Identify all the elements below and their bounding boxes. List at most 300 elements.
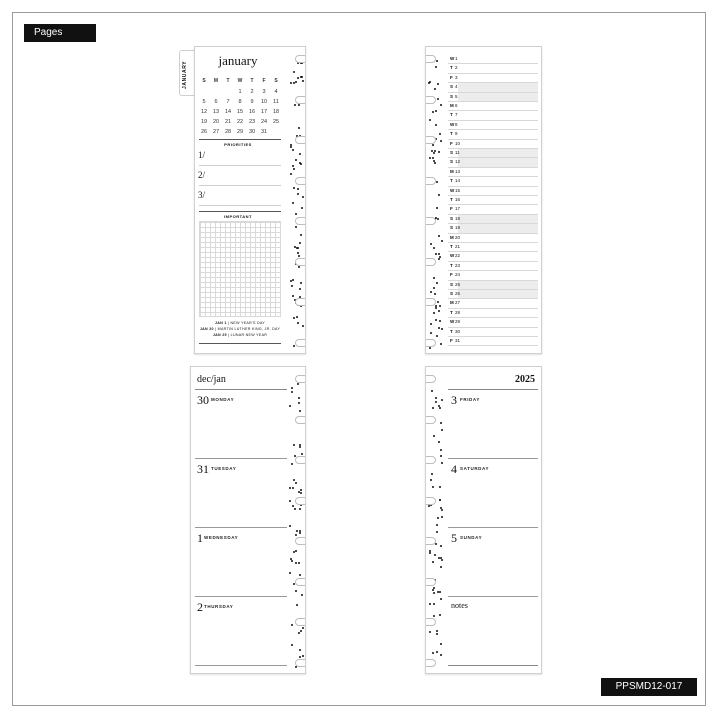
decor-dot — [291, 391, 293, 393]
decor-dot — [301, 207, 303, 209]
day-letter: M — [450, 300, 454, 306]
binder-ring — [295, 416, 305, 424]
day-letter: T — [450, 197, 453, 202]
decor-dot — [432, 157, 434, 159]
decor-dot — [299, 532, 301, 534]
weekday-header: W — [237, 78, 243, 84]
binder-ring — [426, 258, 436, 266]
day-row[interactable] — [448, 290, 538, 299]
day-row[interactable] — [448, 140, 538, 149]
day-number: 12 — [455, 159, 461, 165]
day-number: 21 — [455, 244, 461, 249]
decor-dot — [300, 492, 302, 494]
day-row[interactable] — [448, 299, 538, 308]
decor-dot — [441, 240, 443, 242]
day-letter: S — [450, 93, 454, 99]
day-letter: T — [450, 309, 453, 315]
binder-ring — [295, 375, 305, 383]
dot-pattern-strip — [426, 367, 444, 673]
decor-dot — [428, 505, 430, 507]
decor-dot — [439, 305, 441, 307]
day-row[interactable] — [448, 149, 538, 158]
decor-dot — [437, 83, 439, 85]
decor-dot — [289, 405, 291, 407]
decor-dot — [298, 104, 300, 106]
day-number: 26 — [455, 291, 461, 296]
decor-dot — [438, 253, 440, 255]
decor-dot — [439, 591, 441, 593]
decor-dot — [300, 489, 302, 491]
decor-dot — [291, 560, 293, 562]
decor-dot — [433, 615, 435, 617]
calendar-day: 28 — [224, 129, 232, 135]
day-letter: T — [450, 65, 453, 71]
day-number: 11 — [455, 150, 460, 155]
decor-dot — [440, 654, 442, 656]
binder-ring — [295, 537, 305, 545]
day-row[interactable] — [448, 74, 538, 83]
day-row[interactable] — [448, 309, 538, 318]
decor-dot — [429, 603, 431, 605]
day-row[interactable] — [448, 168, 538, 177]
page-january-daily-list — [425, 46, 542, 354]
decor-dot — [437, 517, 439, 519]
decor-dot — [297, 193, 299, 195]
day-name: FRIDAY — [460, 397, 480, 402]
day-letter: W — [450, 319, 455, 325]
decor-dot — [436, 651, 438, 653]
weekend-shading — [458, 224, 538, 232]
page-january-overview — [194, 46, 306, 354]
decor-dot — [432, 111, 434, 113]
decor-dot — [290, 144, 292, 146]
priority-line[interactable] — [199, 185, 281, 186]
decor-dot — [436, 633, 438, 635]
decor-dot — [293, 317, 295, 319]
decor-dot — [441, 462, 443, 464]
decor-dot — [298, 397, 300, 399]
decor-dot — [296, 316, 298, 318]
day-row[interactable] — [448, 243, 538, 252]
day-number: 5 — [451, 531, 457, 545]
decor-dot — [293, 187, 295, 189]
weekend-shading — [458, 83, 538, 91]
decor-dot — [434, 293, 436, 295]
priority-line[interactable] — [199, 205, 281, 206]
day-number: 25 — [455, 281, 461, 287]
day-row[interactable] — [448, 337, 538, 346]
decor-dot — [434, 554, 436, 556]
decor-dot — [441, 509, 443, 511]
day-row[interactable] — [448, 55, 538, 64]
decor-dot — [430, 243, 432, 245]
day-number: 1 — [197, 531, 203, 545]
decor-dot — [435, 124, 437, 126]
decor-dot — [434, 162, 436, 164]
weekday-header: S — [202, 78, 206, 84]
day-row[interactable] — [448, 262, 538, 271]
decor-dot — [429, 550, 431, 552]
decor-dot — [432, 561, 434, 563]
decor-dot — [292, 279, 294, 281]
decor-dot — [293, 444, 295, 446]
decor-dot — [297, 322, 299, 324]
calendar-day: 24 — [260, 119, 268, 125]
day-letter: S — [450, 225, 454, 231]
day-letter: T — [450, 178, 453, 184]
important-heading: IMPORTANT — [224, 214, 252, 219]
day-row[interactable] — [448, 93, 538, 102]
binder-ring — [426, 416, 436, 424]
binder-ring — [426, 578, 436, 586]
decor-dot — [440, 566, 442, 568]
weekend-shading — [458, 149, 538, 157]
day-bottom-line — [195, 527, 287, 528]
decor-dot — [289, 572, 291, 574]
decor-dot — [293, 479, 295, 481]
decor-dot — [439, 499, 441, 501]
decor-dot — [430, 479, 432, 481]
binder-ring — [295, 258, 305, 266]
weekday-header: F — [262, 78, 266, 84]
decor-dot — [294, 104, 296, 106]
day-letter: F — [450, 140, 453, 146]
decor-dot — [301, 453, 303, 455]
decor-dot — [436, 207, 438, 209]
january-tab — [179, 50, 195, 96]
holiday-item — [195, 321, 285, 325]
decor-dot — [300, 282, 302, 284]
day-row[interactable] — [448, 196, 538, 205]
day-number: 8 — [455, 121, 458, 127]
weekend-shading — [458, 281, 538, 289]
priority-line[interactable] — [199, 165, 281, 166]
day-name: SATURDAY — [460, 466, 490, 471]
decor-dot — [290, 82, 292, 84]
day-number: 28 — [455, 309, 461, 315]
calendar-day: 7 — [226, 99, 230, 105]
day-number: 5 — [455, 93, 458, 99]
decor-dot — [302, 627, 304, 629]
day-letter: F — [450, 272, 453, 278]
decor-dot — [299, 153, 301, 155]
decor-dot — [440, 545, 442, 547]
binder-ring — [426, 136, 436, 144]
calendar-day: 18 — [272, 109, 280, 115]
decor-dot — [432, 652, 434, 654]
day-row[interactable] — [448, 187, 538, 196]
decor-dot — [441, 559, 443, 561]
decor-dot — [302, 325, 304, 327]
decor-dot — [292, 295, 294, 297]
weekday-header: M — [213, 78, 219, 84]
binder-ring — [295, 578, 305, 586]
decor-dot — [300, 163, 302, 165]
decor-dot — [436, 181, 438, 183]
day-number: 14 — [455, 178, 461, 184]
day-letter: T — [450, 262, 453, 268]
decor-dot — [296, 530, 298, 532]
day-row[interactable] — [448, 158, 538, 167]
day-row[interactable] — [448, 318, 538, 327]
decor-dot — [438, 405, 440, 407]
year-label: 2025 — [515, 374, 535, 385]
day-row[interactable] — [448, 205, 538, 214]
day-number: 17 — [455, 206, 461, 212]
decor-dot — [440, 140, 442, 142]
decor-dot — [289, 500, 291, 502]
calendar-day: 4 — [274, 89, 278, 95]
day-row[interactable] — [448, 271, 538, 280]
notes-label: notes — [451, 601, 468, 610]
day-letter: F — [450, 338, 453, 343]
decor-dot — [432, 144, 434, 146]
priority-mark: 1/ — [198, 150, 206, 160]
decor-dot — [297, 188, 299, 190]
priority-mark: 2/ — [198, 170, 206, 180]
decor-dot — [292, 165, 294, 167]
calendar-day: 12 — [200, 109, 208, 115]
day-letter: T — [450, 131, 453, 137]
calendar-day: 5 — [202, 99, 206, 105]
priority-mark: 3/ — [198, 190, 206, 200]
day-number: 15 — [455, 187, 461, 193]
decor-dot — [436, 60, 438, 62]
image-frame — [12, 12, 706, 706]
day-row[interactable] — [448, 215, 538, 224]
week-header: dec/jan — [197, 374, 226, 385]
day-name: SUNDAY — [460, 535, 483, 540]
decor-dot — [438, 194, 440, 196]
decor-dot — [298, 402, 300, 404]
day-number: 18 — [455, 215, 461, 221]
calendar-day: 15 — [236, 109, 244, 115]
decor-dot — [440, 455, 442, 457]
day-name: MONDAY — [211, 397, 235, 402]
day-number: 4 — [451, 462, 457, 476]
decor-dot — [302, 196, 304, 198]
day-letter: F — [450, 206, 453, 212]
decor-dot — [441, 429, 443, 431]
day-letter: S — [450, 84, 454, 90]
decor-dot — [298, 266, 300, 268]
day-number: 20 — [455, 234, 461, 240]
day-letter: W — [450, 187, 455, 193]
decor-dot — [291, 624, 293, 626]
binder-ring — [295, 55, 305, 63]
day-name: THURSDAY — [204, 604, 234, 609]
decor-dot — [437, 301, 439, 303]
day-letter: S — [450, 215, 454, 221]
decor-dot — [289, 525, 291, 527]
decor-dot — [301, 76, 303, 78]
decor-dot — [433, 435, 435, 437]
decor-dot — [298, 632, 300, 634]
page-weekly-dec-jan — [190, 366, 306, 674]
day-number: 30 — [455, 328, 461, 334]
day-letter: M — [450, 168, 454, 174]
day-letter: W — [450, 253, 455, 259]
decor-dot — [436, 524, 438, 526]
dot-pattern-strip — [287, 367, 305, 673]
decor-dot — [429, 347, 431, 349]
decor-dot — [439, 486, 441, 488]
decor-dot — [439, 614, 441, 616]
decor-dot — [294, 508, 296, 510]
binder-ring — [426, 339, 436, 347]
calendar-day: 16 — [248, 109, 256, 115]
decor-dot — [431, 473, 433, 475]
divider — [195, 389, 287, 390]
decor-dot — [297, 77, 299, 79]
weekday-header: T — [226, 78, 230, 84]
decor-dot — [291, 463, 293, 465]
day-row[interactable] — [448, 281, 538, 290]
day-number: 16 — [455, 197, 461, 202]
day-number: 13 — [455, 168, 461, 174]
decor-dot — [438, 327, 440, 329]
month-title: january — [218, 53, 258, 68]
decor-dot — [295, 213, 297, 215]
day-number: 24 — [455, 272, 461, 278]
day-number: 2 — [455, 65, 458, 71]
day-number: 30 — [197, 393, 209, 407]
decor-dot — [435, 66, 437, 68]
decor-dot — [435, 307, 437, 309]
day-bottom-line — [448, 596, 538, 597]
decor-dot — [295, 550, 297, 552]
day-letter: T — [450, 112, 453, 118]
decor-dot — [297, 252, 299, 254]
calendar-day: 8 — [238, 99, 242, 105]
decor-dot — [430, 323, 432, 325]
decor-dot — [299, 446, 301, 448]
day-number: 7 — [455, 112, 458, 118]
decor-dot — [299, 574, 301, 576]
binder-ring — [295, 456, 305, 464]
decor-dot — [295, 226, 297, 228]
decor-dot — [295, 159, 297, 161]
decor-dot — [436, 335, 438, 337]
decor-dot — [439, 133, 441, 135]
decor-dot — [429, 631, 431, 633]
decor-dot — [293, 168, 295, 170]
binder-ring — [295, 136, 305, 144]
binder-ring — [426, 217, 436, 225]
day-letter: S — [450, 150, 454, 155]
decor-dot — [435, 110, 437, 112]
holiday-date: JAN 20 — [199, 327, 214, 331]
binder-ring — [295, 298, 305, 306]
binder-ring — [426, 618, 436, 626]
day-letter: S — [450, 281, 454, 287]
decor-dot — [299, 656, 301, 658]
decor-dot — [440, 598, 442, 600]
day-row[interactable] — [448, 252, 538, 261]
decor-dot — [432, 486, 434, 488]
decor-dot — [299, 649, 301, 651]
day-row[interactable] — [448, 130, 538, 139]
decor-dot — [299, 410, 301, 412]
decor-dot — [435, 319, 437, 321]
day-number: 9 — [455, 131, 458, 137]
day-letter: S — [450, 159, 454, 165]
pages-label: Pages — [24, 24, 96, 42]
decor-dot — [433, 592, 435, 594]
binder-ring — [426, 55, 436, 63]
decor-dot — [299, 242, 301, 244]
day-row[interactable] — [448, 64, 538, 73]
day-number: 27 — [455, 300, 461, 306]
decor-dot — [429, 552, 431, 554]
day-row[interactable] — [448, 177, 538, 186]
decor-dot — [439, 407, 441, 409]
day-name: WEDNESDAY — [204, 535, 239, 540]
weekday-header: S — [274, 78, 278, 84]
decor-dot — [433, 603, 435, 605]
calendar-day: 1 — [238, 89, 242, 95]
decor-dot — [289, 487, 291, 489]
day-number: 23 — [455, 262, 461, 268]
day-row[interactable] — [448, 111, 538, 120]
holiday-item — [195, 327, 285, 331]
decor-dot — [433, 312, 435, 314]
decor-dot — [440, 343, 442, 345]
decor-dot — [293, 551, 295, 553]
day-number: 3 — [451, 393, 457, 407]
day-row[interactable] — [448, 121, 538, 130]
decor-dot — [298, 562, 300, 564]
holiday-name: LUNAR NEW YEAR — [230, 333, 268, 337]
decor-dot — [430, 332, 432, 334]
binder-ring — [426, 96, 436, 104]
decor-dot — [440, 449, 442, 451]
day-row[interactable] — [448, 224, 538, 233]
decor-dot — [293, 71, 295, 73]
decor-dot — [295, 562, 297, 564]
divider — [448, 665, 538, 666]
decor-dot — [433, 287, 435, 289]
day-row[interactable] — [448, 102, 538, 111]
decor-dot — [291, 387, 293, 389]
weekday-header: T — [250, 78, 254, 84]
day-letter: W — [450, 121, 455, 127]
binder-ring — [295, 177, 305, 185]
page-weekly-continued — [425, 366, 542, 674]
binder-ring — [426, 537, 436, 545]
decor-dot — [438, 557, 440, 559]
binder-ring — [426, 375, 436, 383]
calendar-day: 25 — [272, 119, 280, 125]
calendar-day: 2 — [250, 89, 254, 95]
calendar-day: 30 — [248, 129, 256, 135]
day-bottom-line — [448, 458, 538, 459]
binder-ring — [426, 497, 436, 505]
day-letter: S — [450, 291, 454, 296]
holiday-name: NEW YEAR'S DAY — [230, 321, 266, 325]
day-row[interactable] — [448, 83, 538, 92]
divider — [199, 343, 281, 344]
day-row[interactable] — [448, 234, 538, 243]
day-number: 6 — [455, 103, 458, 108]
decor-dot — [434, 150, 436, 152]
day-row[interactable] — [448, 328, 538, 337]
decor-dot — [290, 280, 292, 282]
decor-dot — [291, 644, 293, 646]
decor-dot — [433, 587, 435, 589]
calendar-day: 22 — [236, 119, 244, 125]
decor-dot — [295, 534, 297, 536]
